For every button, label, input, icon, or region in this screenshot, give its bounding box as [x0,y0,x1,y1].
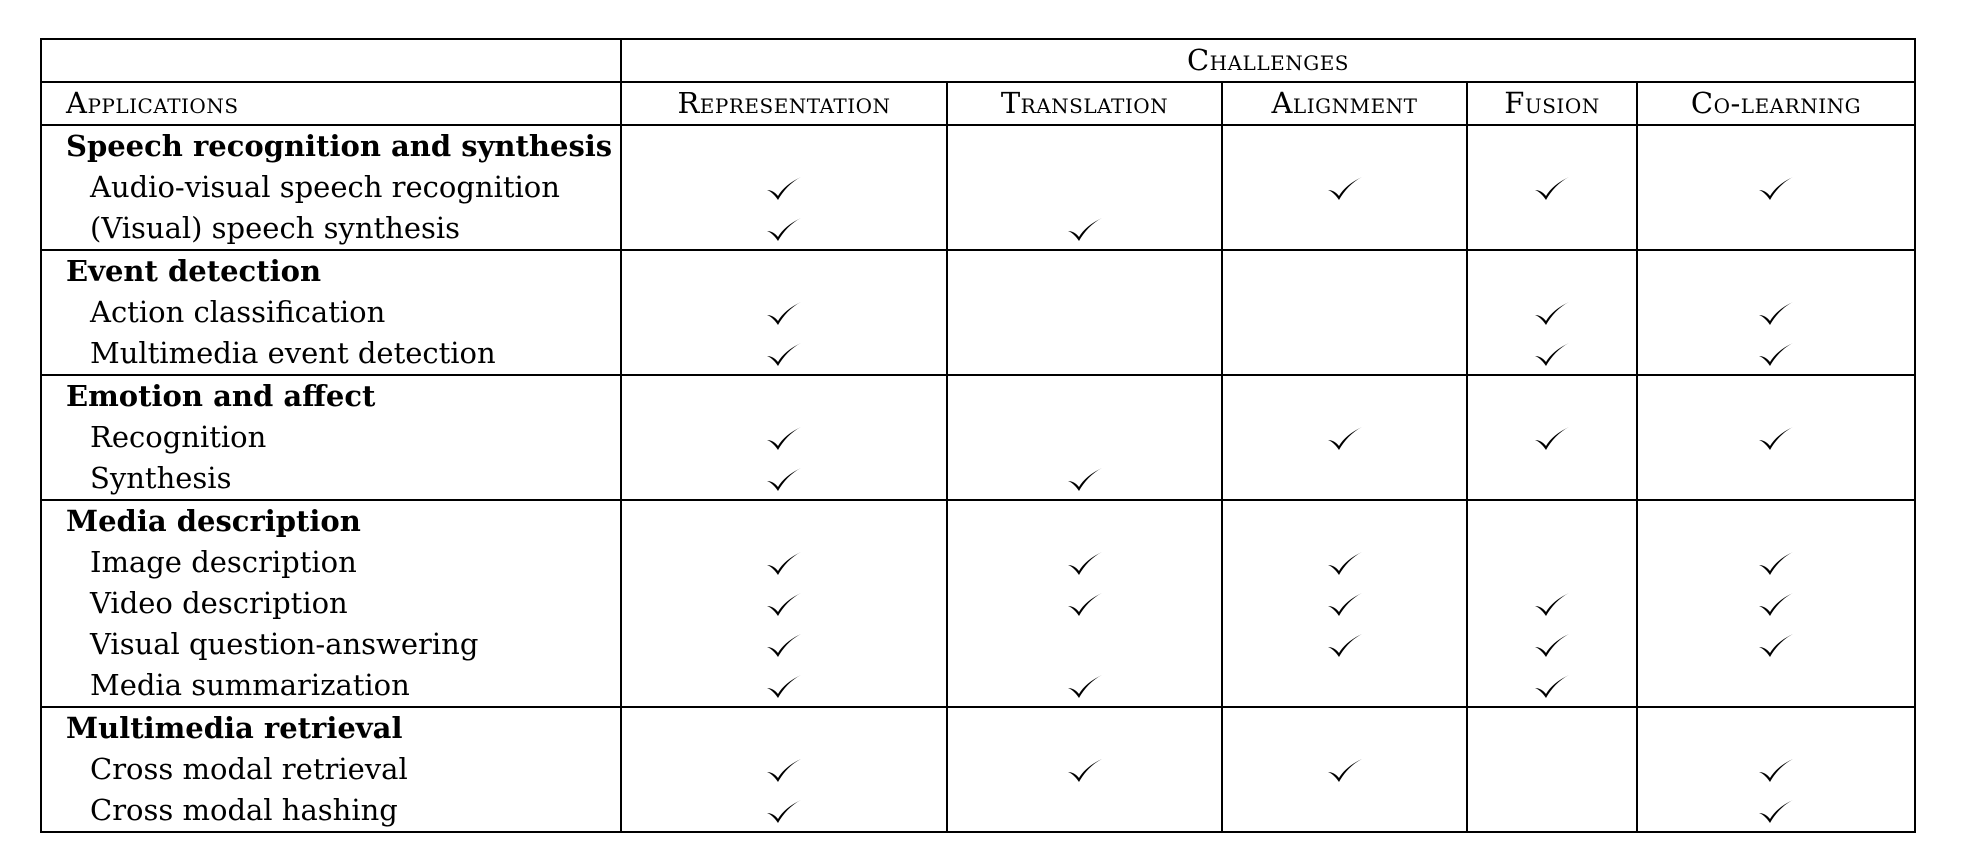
check-cell [621,417,947,458]
check-cell [947,458,1222,500]
category-row [41,250,1915,292]
challenges-header: Challenges [621,39,1915,82]
checkmark-icon [766,426,802,452]
empty-cell [1222,375,1467,417]
category-label: Emotion and affect [41,375,621,417]
empty-cell [947,707,1222,749]
check-cell [621,665,947,707]
empty-cell [1222,790,1467,832]
checkmark-icon [766,758,802,784]
check-cell [947,749,1222,790]
check-cell [1222,417,1467,458]
checkmark-icon [1534,301,1570,327]
checkmark-icon [766,301,802,327]
check-cell [621,333,947,375]
check-cell [1222,624,1467,665]
checkmark-icon [1534,342,1570,368]
check-cell [947,208,1222,250]
empty-cell [947,333,1222,375]
checkmark-icon [1758,176,1794,202]
application-row [41,583,1915,624]
checkmark-icon [1327,551,1363,577]
checkmark-icon [1327,633,1363,659]
empty-cell [947,167,1222,208]
checkmark-icon [1758,758,1794,784]
empty-cell [1467,707,1637,749]
checkmark-icon [766,551,802,577]
check-cell [1222,583,1467,624]
check-cell [1637,790,1915,832]
checkmark-icon [1067,467,1103,493]
check-cell [1222,167,1467,208]
checkmark-icon [1067,217,1103,243]
empty-cell [947,250,1222,292]
check-cell [621,749,947,790]
check-cell [1222,542,1467,583]
empty-cell [947,790,1222,832]
check-cell [1467,167,1637,208]
checkmark-icon [1758,633,1794,659]
empty-cell [1467,790,1637,832]
category-label: Media description [41,500,621,542]
empty-cell [1222,707,1467,749]
category-label: Multimedia retrieval [41,707,621,749]
checkmark-icon [1327,592,1363,618]
category-row [41,125,1915,167]
application-label: Synthesis [41,458,621,500]
column-header-representation: Representation [621,82,947,125]
checkmark-icon [1067,674,1103,700]
empty-cell [947,500,1222,542]
application-label: Cross modal hashing [41,790,621,832]
category-row [41,375,1915,417]
empty-cell [1222,125,1467,167]
empty-cell [1637,458,1915,500]
empty-cell [1637,707,1915,749]
empty-cell [1467,542,1637,583]
application-row [41,790,1915,832]
empty-cell [1467,250,1637,292]
check-cell [1467,292,1637,333]
checkmark-icon [1067,758,1103,784]
checkmark-icon [1758,301,1794,327]
checkmark-icon [766,592,802,618]
check-cell [1467,417,1637,458]
checkmark-icon [766,467,802,493]
empty-cell [1637,208,1915,250]
check-cell [621,208,947,250]
checkmark-icon [1534,674,1570,700]
empty-cell [621,250,947,292]
check-cell [1637,749,1915,790]
checkmark-icon [1758,592,1794,618]
application-row [41,208,1915,250]
check-cell [1637,583,1915,624]
application-row [41,167,1915,208]
empty-cell [1467,749,1637,790]
checkmark-icon [1758,426,1794,452]
empty-cell [947,375,1222,417]
empty-cell [1637,665,1915,707]
empty-cell [1222,250,1467,292]
check-cell [1467,333,1637,375]
check-cell [947,583,1222,624]
category-label: Event detection [41,250,621,292]
checkmark-icon [1327,176,1363,202]
checkmark-icon [1758,799,1794,825]
checkmark-icon [1534,592,1570,618]
application-row [41,458,1915,500]
check-cell [947,542,1222,583]
check-cell [1467,624,1637,665]
check-cell [1637,333,1915,375]
checkmark-icon [766,674,802,700]
checkmark-icon [1067,592,1103,618]
check-cell [1467,665,1637,707]
empty-cell [1467,375,1637,417]
empty-cell [1222,208,1467,250]
empty-cell [1222,333,1467,375]
application-label: Image description [41,542,621,583]
check-cell [1637,542,1915,583]
checkmark-icon [1067,551,1103,577]
application-label: Media summarization [41,665,621,707]
empty-cell [947,125,1222,167]
check-cell [621,583,947,624]
applications-challenges-table-wrapper [40,38,1916,833]
empty-cell [1637,250,1915,292]
empty-cell [1222,292,1467,333]
category-row [41,500,1915,542]
check-cell [1637,292,1915,333]
checkmark-icon [766,633,802,659]
application-label: Cross modal retrieval [41,749,621,790]
empty-cell [1467,458,1637,500]
checkmark-icon [1534,176,1570,202]
checkmark-icon [766,176,802,202]
check-cell [1637,167,1915,208]
checkmark-icon [1534,426,1570,452]
application-label: Recognition [41,417,621,458]
checkmark-icon [766,217,802,243]
header-row-columns [41,82,1915,125]
empty-cell [1467,208,1637,250]
empty-cell [1637,125,1915,167]
application-row [41,665,1915,707]
empty-cell [1637,375,1915,417]
application-label: Visual question-answering [41,624,621,665]
check-cell [1637,417,1915,458]
empty-cell [1222,458,1467,500]
checkmark-icon [1758,551,1794,577]
application-label: Audio-visual speech recognition [41,167,621,208]
table-body [41,125,1915,832]
empty-cell [1467,500,1637,542]
checkmark-icon [1534,633,1570,659]
application-row [41,542,1915,583]
checkmark-icon [766,799,802,825]
checkmark-icon [766,342,802,368]
empty-cell [1637,500,1915,542]
check-cell [1637,624,1915,665]
check-cell [947,665,1222,707]
application-row [41,624,1915,665]
column-header-translation: Translation [947,82,1222,125]
application-row [41,292,1915,333]
header-row-challenges [41,39,1915,82]
application-row [41,417,1915,458]
check-cell [1467,583,1637,624]
empty-cell [947,417,1222,458]
checkmark-icon [1327,426,1363,452]
application-row [41,749,1915,790]
empty-cell [621,707,947,749]
empty-cell [1467,125,1637,167]
checkmark-icon [1758,342,1794,368]
column-header-fusion: Fusion [1467,82,1637,125]
check-cell [621,624,947,665]
applications-header: Applications [41,82,621,125]
application-label: Multimedia event detection [41,333,621,375]
empty-cell [621,500,947,542]
checkmark-icon [1327,758,1363,784]
header-empty-cell [41,39,621,82]
application-label: (Visual) speech synthesis [41,208,621,250]
category-label: Speech recognition and synthesis [41,125,621,167]
application-row [41,333,1915,375]
check-cell [621,167,947,208]
check-cell [621,458,947,500]
empty-cell [621,125,947,167]
column-header-co-learning: Co-learning [1637,82,1915,125]
application-label: Action classification [41,292,621,333]
category-row [41,707,1915,749]
empty-cell [1222,500,1467,542]
check-cell [621,292,947,333]
empty-cell [947,292,1222,333]
check-cell [621,790,947,832]
check-cell [1222,749,1467,790]
empty-cell [947,624,1222,665]
application-label: Video description [41,583,621,624]
empty-cell [621,375,947,417]
applications-challenges-table [40,38,1916,833]
check-cell [621,542,947,583]
empty-cell [1222,665,1467,707]
column-header-alignment: Alignment [1222,82,1467,125]
